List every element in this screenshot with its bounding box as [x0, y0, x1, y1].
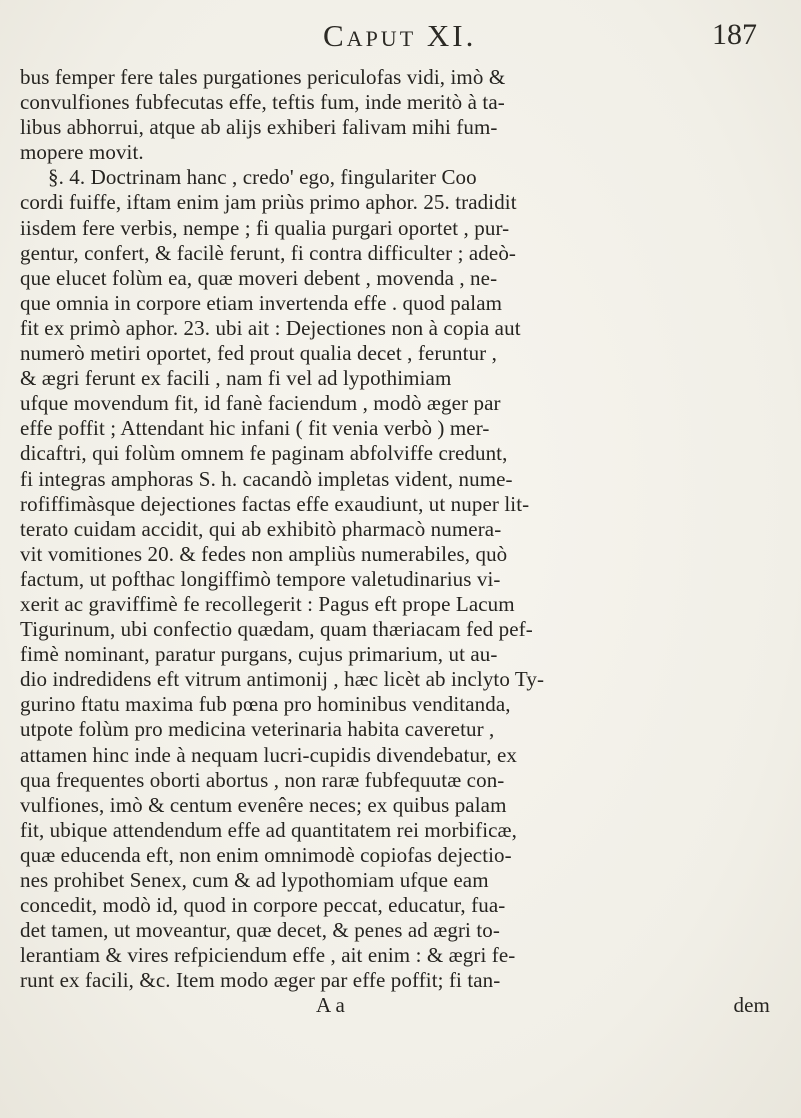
text-line: que omnia in corpore etiam invertenda effe . quod palam: [20, 290, 503, 315]
body-text: [20, 65, 788, 1019]
text-line: Tigurinum, ubi confectio quædam, quam thæriacam fed pef-: [20, 617, 533, 642]
text-line: fi integras amphoras S. h. cacandò impletas vident, nume-: [20, 466, 513, 491]
text-line: mopere movit.: [20, 140, 144, 165]
catchword: dem: [733, 993, 770, 1018]
text-line: fit ex primò aphor. 23. ubi ait : Dejectiones non à copia aut: [20, 315, 521, 340]
text-line: §. 4. Doctrinam hanc , credo' ego, fingulariter Coo: [48, 165, 477, 190]
text-line: nes prohibet Senex, cum & ad lypothomiam ufque eam: [20, 868, 489, 892]
text-line: concedit, modò id, quod in corpore peccat, educatur, fua-: [20, 893, 506, 918]
text-line: effe poffit ; Attendant hic infani ( fit venia verbò ) mer-: [20, 416, 490, 441]
text-line: vulfiones, imò & centum evenêre neces; ex quibus palam: [20, 792, 507, 817]
page-header: [0, 16, 801, 66]
text-line: det tamen, ut moveantur, quæ decet, & penes ad ægri to-: [20, 918, 500, 943]
text-line: bus femper fere tales purgationes periculofas vidi, imò &: [20, 65, 506, 89]
text-line: convulfiones fubfecutas effe, teftis fum, inde meritò à ta-: [20, 90, 505, 115]
text-line: dicaftri, qui folùm omnem fe paginam abfolviffe credunt,: [20, 441, 508, 466]
text-line: fimè nominant, paratur purgans, cujus primarium, ut au-: [20, 642, 498, 667]
text-line: libus abhorrui, atque ab alijs exhiberi falivam mihi fum-: [20, 115, 498, 140]
text-line: vit vomitiones 20. & fedes non ampliùs numerabiles, quò: [20, 541, 508, 566]
text-line: dio indredidens eft vitrum antimonij , hæc licèt ab inclyto Ty-: [20, 667, 545, 692]
text-line: factum, ut pofthac longiffimò tempore valetudinarius vi-: [20, 566, 501, 591]
page-number: 187: [712, 18, 757, 51]
text-line: fit, ubique attendendum effe ad quantitatem rei morbificæ,: [20, 817, 518, 842]
text-line: lerantiam & vires refpiciendum effe , ait enim : & ægri fe-: [20, 943, 516, 968]
text-line: terato cuidam accidit, qui ab exhibitò pharmacò numera-: [20, 516, 502, 541]
signature-line: [20, 993, 788, 1018]
text-line: que elucet folùm ea, quæ moveri debent , movenda , ne-: [20, 265, 498, 290]
text-line: utpote folùm pro medicina veterinaria habita caveretur ,: [20, 717, 495, 742]
text-line: qua frequentes oborti abortus , non raræ fubfequutæ con-: [20, 767, 505, 792]
text-line: runt ex facili, &c. Item modo æger par effe poffit; fi tan-: [20, 968, 501, 993]
text-line: numerò metiri oportet, fed prout qualia decet , feruntur ,: [20, 341, 497, 366]
text-line: gentur, confert, & facilè ferunt, fi contra difficulter ; adeò-: [20, 240, 517, 265]
text-line: iisdem fere verbis, nempe ; fi qualia purgari oportet , pur-: [20, 215, 510, 240]
text-line: rofiffimàsque dejectiones factas effe exaudiunt, ut nuper lit-: [20, 491, 530, 516]
text-line: gurino ftatu maxima fub pœna pro hominibus venditanda,: [20, 692, 511, 717]
text-line: quæ educenda eft, non enim omnimodè copiofas dejectio-: [20, 842, 512, 867]
running-head: Caput XI.: [323, 18, 477, 53]
text-line: ufque movendum fit, id fanè faciendum , modò æger par: [20, 391, 501, 416]
text-line: & ægri ferunt ex facili , nam fi vel ad lypothimiam: [20, 366, 452, 391]
text-line: attamen hinc inde à nequam lucri-cupidis divendebatur, ex: [20, 742, 518, 767]
text-line: cordi fuiffe, iftam enim jam priùs primo aphor. 25. tradidit: [20, 190, 517, 215]
signature-mark: A a: [316, 993, 345, 1018]
text-line: xerit ac graviffimè fe recollegerit : Pagus eft prope Lacum: [20, 591, 515, 616]
